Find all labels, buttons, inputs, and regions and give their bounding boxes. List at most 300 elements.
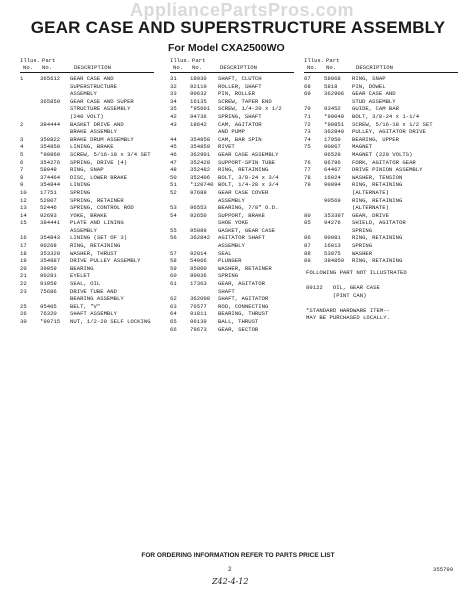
illus-number: 6 bbox=[20, 158, 24, 166]
illus-number: 77 bbox=[304, 166, 311, 174]
illus-number: 67 bbox=[304, 75, 311, 82]
parts-row bbox=[20, 113, 154, 121]
part-description: WASHER, THRUST bbox=[70, 249, 117, 257]
parts-row bbox=[304, 83, 458, 91]
illus-number: 16 bbox=[20, 234, 27, 242]
part-description: BOLT, 3/8-24 x 1-1/4 bbox=[352, 112, 420, 120]
part-description: RING, RETAINING bbox=[352, 257, 403, 265]
part-description: GUIDE, CAM BAR bbox=[352, 105, 399, 113]
parts-row bbox=[170, 242, 294, 250]
parts-row bbox=[170, 295, 294, 303]
part-number: 95405 bbox=[40, 302, 57, 310]
ordering-footer: FOR ORDERING INFORMATION REFER TO PARTS PRICE LIST bbox=[141, 552, 335, 559]
illus-number: 74 bbox=[304, 135, 311, 143]
parts-row bbox=[170, 174, 294, 182]
parts-row bbox=[170, 326, 294, 334]
part-number: 94736 bbox=[190, 112, 207, 120]
part-number: 353320 bbox=[40, 249, 61, 257]
parts-row bbox=[170, 303, 294, 311]
parts-row bbox=[170, 250, 294, 258]
illus-number: 53 bbox=[170, 204, 177, 212]
illus-number: 15 bbox=[20, 219, 27, 227]
parts-row bbox=[20, 174, 154, 182]
part-number: 352406 bbox=[190, 173, 211, 181]
part-description: SHAFT bbox=[218, 287, 235, 295]
illus-number: 71 bbox=[304, 112, 311, 120]
part-description: CAM, BAR SPIN bbox=[218, 135, 262, 143]
part-number: 17363 bbox=[190, 280, 207, 288]
parts-row bbox=[20, 219, 154, 227]
part-number: 17751 bbox=[40, 188, 57, 196]
part-description: SPRING bbox=[352, 226, 373, 234]
illus-number: 34 bbox=[170, 97, 177, 105]
illus-number: 13 bbox=[20, 204, 27, 212]
parts-row bbox=[20, 121, 154, 129]
part-description: SHAFT ASSEMBLY bbox=[70, 310, 117, 318]
footnote-line: MAY BE PURCHASED LOCALLY. bbox=[306, 314, 390, 322]
illus-number: 8 bbox=[20, 173, 24, 181]
footnote-line bbox=[306, 299, 458, 307]
parts-column-1 bbox=[20, 56, 154, 326]
parts-row bbox=[304, 113, 458, 121]
parts-row bbox=[170, 212, 294, 220]
part-description: SCREW, 1/4-20 x 1/2 bbox=[218, 105, 282, 113]
part-number: *90860 bbox=[40, 150, 61, 158]
part-header: Part bbox=[42, 57, 56, 64]
part-number: 52446 bbox=[40, 204, 57, 212]
parts-row bbox=[170, 189, 294, 197]
illus-number: 12 bbox=[20, 196, 27, 204]
illus-number: 23 bbox=[20, 287, 27, 295]
part-number: 95089 bbox=[190, 226, 207, 234]
part-description: STUD ASSEMBLY bbox=[352, 97, 396, 105]
part-number: *120740 bbox=[190, 181, 214, 189]
illus-no-header: No. bbox=[173, 64, 184, 71]
model-subtitle: For Model CXA2500WO bbox=[168, 42, 285, 54]
part-number: 384441 bbox=[40, 219, 61, 227]
parts-row bbox=[20, 166, 154, 174]
illus-number: 62 bbox=[170, 295, 177, 303]
illus-number: 78 bbox=[304, 173, 311, 181]
part-number: 90281 bbox=[40, 272, 57, 280]
parts-row bbox=[170, 272, 294, 280]
handwritten-note: Z42-4-12 bbox=[212, 577, 249, 586]
parts-row bbox=[304, 227, 458, 235]
illus-number: 9 bbox=[20, 181, 24, 189]
parts-row bbox=[170, 288, 294, 296]
part-description: GEAR CASE COVER bbox=[218, 188, 269, 196]
part-description: ASSEMBLY bbox=[218, 196, 245, 204]
part-description: GEAR CASE AND bbox=[70, 75, 114, 82]
parts-row bbox=[304, 197, 458, 205]
illus-header: Illus. bbox=[170, 57, 191, 64]
part-number: 352428 bbox=[190, 158, 211, 166]
part-number: 354276 bbox=[40, 158, 61, 166]
part-description: RING, RETAINING bbox=[352, 196, 403, 204]
illus-number: 21 bbox=[20, 272, 27, 280]
part-description: WASHER, RETAINER bbox=[218, 264, 272, 272]
illus-number: 80 bbox=[304, 211, 311, 219]
illus-number: 1 bbox=[20, 75, 24, 82]
illus-number: 57 bbox=[170, 249, 177, 257]
illus-number: 75 bbox=[304, 143, 311, 151]
part-description: BALL, THRUST bbox=[218, 318, 259, 325]
part-number: 58049 bbox=[40, 166, 57, 174]
part-description: GEAR CASE AND SUPER bbox=[70, 97, 134, 105]
illus-number: 59 bbox=[170, 264, 177, 272]
part-number: 354844 bbox=[40, 181, 61, 189]
parts-row bbox=[20, 265, 154, 273]
parts-row bbox=[304, 204, 458, 212]
description-header: DESCRIPTION bbox=[220, 64, 257, 71]
part-number: 16024 bbox=[324, 173, 341, 181]
illus-number: 47 bbox=[170, 158, 177, 166]
part-description: SHOE YOKE bbox=[218, 219, 249, 227]
part-description: (240 VOLT) bbox=[70, 112, 104, 120]
footnote-line: (PINT CAN) bbox=[306, 291, 367, 299]
parts-row bbox=[20, 83, 154, 91]
illus-number: 45 bbox=[170, 143, 177, 151]
part-description: WASHER, TENSION bbox=[352, 173, 403, 181]
part-description: GEAR, AGITATOR bbox=[218, 280, 265, 288]
parts-row bbox=[170, 166, 294, 174]
part-description: DISC, LOWER BRAKE bbox=[70, 173, 128, 181]
part-number: 76577 bbox=[190, 302, 207, 310]
illus-number: 86 bbox=[304, 234, 311, 242]
part-description: LINING (SET OF 3) bbox=[70, 234, 128, 242]
part-description: GEAR CASE ASSEMBLY bbox=[218, 150, 279, 158]
part-number: 92119 bbox=[190, 82, 207, 90]
parts-row bbox=[20, 234, 154, 242]
illus-number: 43 bbox=[170, 120, 177, 128]
illus-number: 85 bbox=[304, 219, 311, 227]
part-number: 18930 bbox=[190, 75, 207, 82]
part-description: ROLLER, SHAFT bbox=[218, 82, 262, 90]
illus-number: 19 bbox=[20, 257, 27, 265]
illus-number: 7 bbox=[20, 166, 24, 174]
illus-number: 65 bbox=[170, 318, 177, 325]
parts-row bbox=[170, 265, 294, 273]
illus-number: 25 bbox=[20, 302, 27, 310]
illus-number: 64 bbox=[170, 310, 177, 318]
part-description: RING, RETAINING bbox=[70, 242, 121, 250]
part-description: SUPERSTRUCTURE bbox=[70, 82, 117, 90]
part-number: 362840 bbox=[324, 128, 345, 136]
parts-row bbox=[20, 197, 154, 205]
part-description: CAM, AGITATOR bbox=[218, 120, 262, 128]
part-description: DRIVE PULLEY ASSEMBLY bbox=[70, 257, 141, 265]
parts-row bbox=[170, 151, 294, 159]
column-header bbox=[20, 56, 154, 73]
part-description: SHAFT, CLUTCH bbox=[218, 75, 262, 82]
part-description: SUPPORT, BRAKE bbox=[218, 211, 265, 219]
part-description: FORK, AGITATOR GEAR bbox=[352, 158, 416, 166]
part-description: PULLEY, AGITATOR DRIVE bbox=[352, 128, 426, 136]
part-number: 90081 bbox=[324, 234, 341, 242]
part-description: SCREW, TAPER END bbox=[218, 97, 272, 105]
part-no-header: No. bbox=[42, 64, 53, 71]
part-number: 90094 bbox=[324, 181, 341, 189]
part-description: STRUCTURE ASSEMBLY bbox=[70, 105, 131, 113]
illus-number: 55 bbox=[170, 226, 177, 234]
part-description: AGITATOR SHAFT bbox=[218, 234, 265, 242]
parts-row bbox=[20, 189, 154, 197]
part-number: 90867 bbox=[324, 143, 341, 151]
part-number: 97689 bbox=[190, 188, 207, 196]
illus-number: 18 bbox=[20, 249, 27, 257]
part-number: 90632 bbox=[190, 90, 207, 98]
part-description: SPRING, SHAFT bbox=[218, 112, 262, 120]
parts-row bbox=[170, 83, 294, 91]
parts-row bbox=[304, 128, 458, 136]
part-description: RING, RETAINING bbox=[352, 181, 403, 189]
parts-row bbox=[20, 257, 154, 265]
parts-row bbox=[170, 219, 294, 227]
illus-header: Illus. bbox=[304, 57, 325, 64]
illus-number: 17 bbox=[20, 242, 27, 250]
part-number: 64467 bbox=[324, 166, 341, 174]
parts-row bbox=[20, 128, 154, 136]
part-description: RING, SNAP bbox=[70, 166, 104, 174]
part-number: 354858 bbox=[190, 135, 211, 143]
parts-row bbox=[304, 212, 458, 220]
part-number: 350822 bbox=[40, 135, 61, 143]
column-header bbox=[304, 56, 458, 73]
part-number: *90851 bbox=[324, 120, 345, 128]
part-description: SEAL, OIL bbox=[70, 280, 101, 288]
parts-row bbox=[304, 174, 458, 182]
parts-row bbox=[170, 143, 294, 151]
parts-row bbox=[304, 159, 458, 167]
illus-number: 26 bbox=[20, 310, 27, 318]
parts-row bbox=[20, 288, 154, 296]
part-description: BELT, "V" bbox=[70, 302, 101, 310]
illus-number: 4 bbox=[20, 143, 24, 151]
part-description: SPRING bbox=[70, 188, 91, 196]
part-description: GASKET, GEAR CASE bbox=[218, 226, 276, 234]
part-number: *95601 bbox=[190, 105, 211, 113]
part-description: SPRING bbox=[352, 242, 373, 250]
illus-number: 70 bbox=[304, 105, 311, 113]
part-number: 58068 bbox=[324, 75, 341, 82]
illus-no-header: No. bbox=[23, 64, 34, 71]
parts-row bbox=[170, 227, 294, 235]
illus-number: 33 bbox=[170, 90, 177, 98]
document-number: 355799 bbox=[433, 566, 454, 573]
illus-no-header: No. bbox=[307, 64, 318, 71]
parts-row bbox=[170, 257, 294, 265]
part-number: 76320 bbox=[40, 310, 57, 318]
parts-row bbox=[20, 98, 154, 106]
part-number: 17050 bbox=[324, 135, 341, 143]
part-description: SPRING, RETAINER bbox=[70, 196, 124, 204]
illus-number: 20 bbox=[20, 264, 27, 272]
part-number: 384859 bbox=[324, 257, 345, 265]
illus-number: 66 bbox=[170, 325, 177, 333]
illus-number: 30 bbox=[20, 318, 27, 325]
part-description: SCREW, 5/16-18 x 1/2 SET bbox=[352, 120, 433, 128]
part-description: RIVET bbox=[218, 143, 235, 151]
parts-row bbox=[304, 250, 458, 258]
parts-row bbox=[20, 159, 154, 167]
part-number: 354887 bbox=[40, 257, 61, 265]
part-number: 362098 bbox=[190, 295, 211, 303]
parts-row bbox=[170, 181, 294, 189]
part-number: 362906 bbox=[324, 90, 345, 98]
part-header: Part bbox=[326, 57, 340, 64]
part-number: 354859 bbox=[190, 143, 211, 151]
footnote-line: *STANDARD HARDWARE ITEM-- bbox=[306, 306, 390, 314]
part-number: 92650 bbox=[190, 211, 207, 219]
part-number: 352482 bbox=[190, 166, 211, 174]
part-number: 365859 bbox=[40, 97, 61, 105]
parts-row bbox=[304, 75, 458, 83]
part-description: BEARING bbox=[70, 264, 94, 272]
illus-number: 5 bbox=[20, 150, 24, 158]
part-number: 5818 bbox=[324, 82, 338, 90]
part-number: 75686 bbox=[40, 287, 57, 295]
part-description: NUT, 1/2-20 SELF LOCKING bbox=[70, 318, 151, 325]
parts-row bbox=[170, 113, 294, 121]
parts-row bbox=[20, 280, 154, 288]
part-number: 374464 bbox=[40, 173, 61, 181]
parts-row bbox=[170, 121, 294, 129]
illus-number: 31 bbox=[170, 75, 177, 82]
parts-row bbox=[20, 90, 154, 98]
part-number: 96553 bbox=[190, 204, 207, 212]
part-description: EYELET bbox=[70, 272, 91, 280]
footnote-line: 89122 OIL, GEAR CASE bbox=[306, 284, 380, 292]
part-description: PIN, ROLLER bbox=[218, 90, 255, 98]
parts-row bbox=[170, 128, 294, 136]
parts-row bbox=[304, 189, 458, 197]
part-description: BEARING, UPPER bbox=[352, 135, 399, 143]
illus-number: 32 bbox=[170, 82, 177, 90]
illus-number: 69 bbox=[304, 90, 311, 98]
column-header bbox=[170, 56, 294, 73]
part-number: 354843 bbox=[40, 234, 61, 242]
parts-row bbox=[20, 136, 154, 144]
illus-number: 73 bbox=[304, 128, 311, 136]
part-number: 79673 bbox=[190, 325, 207, 333]
parts-row bbox=[20, 227, 154, 235]
part-description: PIN, DOWEL bbox=[352, 82, 386, 90]
parts-row bbox=[20, 250, 154, 258]
part-number: 90036 bbox=[190, 272, 207, 280]
parts-row bbox=[170, 90, 294, 98]
part-description: BEARING, THRUST bbox=[218, 310, 269, 318]
part-description: RING, SNAP bbox=[352, 75, 386, 82]
parts-row bbox=[170, 136, 294, 144]
part-description: GEAR, DRIVE bbox=[352, 211, 389, 219]
parts-row bbox=[304, 151, 458, 159]
parts-column-2 bbox=[170, 56, 294, 333]
part-description: PLATE AND LINING bbox=[70, 219, 124, 227]
illus-number: 35 bbox=[170, 105, 177, 113]
part-number: 362842 bbox=[190, 234, 211, 242]
part-description: SHAFT, AGITATOR bbox=[218, 295, 269, 303]
parts-row bbox=[304, 105, 458, 113]
part-description: PLUNGER bbox=[218, 257, 242, 265]
part-description: ASSEMBLY bbox=[70, 226, 97, 234]
part-number: 93452 bbox=[324, 105, 341, 113]
part-number: 92814 bbox=[190, 249, 207, 257]
parts-column-3 bbox=[304, 56, 458, 322]
part-number: *90040 bbox=[324, 112, 345, 120]
parts-row bbox=[20, 204, 154, 212]
part-description: (ALTERNATE) bbox=[352, 188, 389, 196]
page-number: 2 bbox=[228, 566, 232, 573]
part-description: SPRING, DRIVE (4) bbox=[70, 158, 128, 166]
part-description: LINING bbox=[70, 181, 91, 189]
part-number: 362901 bbox=[190, 150, 211, 158]
illus-number: 10 bbox=[20, 188, 27, 196]
part-number: 53075 bbox=[324, 249, 341, 257]
parts-row bbox=[170, 234, 294, 242]
parts-row bbox=[20, 295, 154, 303]
illus-number: 14 bbox=[20, 211, 27, 219]
parts-row bbox=[20, 272, 154, 280]
parts-row bbox=[170, 98, 294, 106]
part-number: 96139 bbox=[190, 318, 207, 325]
illus-number: 42 bbox=[170, 112, 177, 120]
illus-number: 48 bbox=[170, 166, 177, 174]
part-description: SPRING, CONTROL ROD bbox=[70, 204, 134, 212]
part-no-header: No. bbox=[326, 64, 337, 71]
illus-number: 50 bbox=[170, 173, 177, 181]
part-description: BEARING ASSEMBLY bbox=[70, 295, 124, 303]
parts-row bbox=[20, 303, 154, 311]
illus-number: 63 bbox=[170, 302, 177, 310]
illus-number: 89 bbox=[304, 257, 311, 265]
part-description: MAGNET (220 VOLTS) bbox=[352, 150, 413, 158]
part-description: DRIVE TUBE AND bbox=[70, 287, 117, 295]
part-description: AND PUMP bbox=[218, 128, 245, 136]
illus-number: 88 bbox=[304, 249, 311, 257]
part-number: 354850 bbox=[40, 143, 61, 151]
parts-row bbox=[20, 212, 154, 220]
part-number: 91811 bbox=[190, 310, 207, 318]
part-number: 18642 bbox=[190, 120, 207, 128]
illus-number: 51 bbox=[170, 181, 177, 189]
part-description: ASSEMBLY bbox=[70, 90, 97, 98]
part-description: MAGNET bbox=[352, 143, 373, 151]
part-description: SHIELD, AGITATOR bbox=[352, 219, 406, 227]
parts-row bbox=[20, 143, 154, 151]
part-description: ASSEMBLY bbox=[218, 242, 245, 250]
part-description: BOLT, 1/4-20 x 3/4 bbox=[218, 181, 279, 189]
part-description: SEAL bbox=[218, 249, 232, 257]
footnote-line bbox=[306, 276, 458, 284]
parts-row bbox=[170, 75, 294, 83]
part-description: LINING, BRAKE bbox=[70, 143, 114, 151]
illus-number: 2 bbox=[20, 120, 24, 128]
page-title: GEAR CASE AND SUPERSTRUCTURE ASSEMBLY bbox=[30, 18, 446, 37]
part-number: 96529 bbox=[324, 150, 341, 158]
part-description: YOKE, BRAKE bbox=[70, 211, 107, 219]
parts-row bbox=[170, 280, 294, 288]
parts-row bbox=[20, 151, 154, 159]
illus-number: 87 bbox=[304, 242, 311, 250]
part-description: SCREW, 5/16-18 x 3/4 SET bbox=[70, 150, 151, 158]
illus-number: 52 bbox=[170, 188, 177, 196]
parts-row bbox=[20, 105, 154, 113]
parts-row bbox=[304, 98, 458, 106]
parts-row bbox=[170, 318, 294, 326]
part-number: 365612 bbox=[40, 75, 61, 82]
part-number: *90715 bbox=[40, 318, 61, 325]
part-description: RING, RETAINING bbox=[352, 234, 403, 242]
